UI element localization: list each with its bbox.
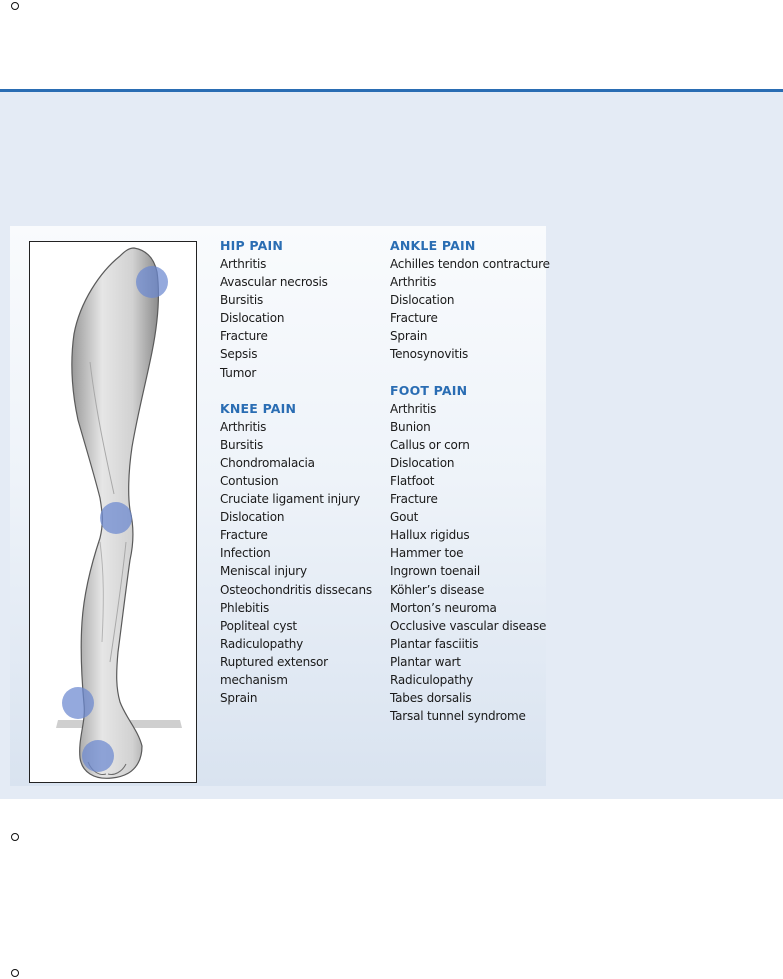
condition-item: Fracture — [220, 329, 268, 344]
left-column — [220, 237, 372, 725]
condition-item: Contusion — [220, 473, 279, 488]
condition-item: Sepsis — [220, 347, 258, 362]
condition-item: Fracture — [390, 492, 438, 507]
condition-item: Arthritis — [390, 401, 437, 416]
condition-item: Köhler’s disease — [390, 582, 485, 597]
hip-pain-marker — [136, 266, 168, 298]
condition-item: mechanism — [220, 672, 288, 687]
condition-item: Morton’s neuroma — [390, 600, 497, 615]
condition-item: Sprain — [220, 691, 258, 706]
condition-item: Tumor — [220, 365, 257, 380]
condition-item: Hallux rigidus — [390, 528, 470, 543]
hip-pain-heading: HIP PAIN — [220, 238, 284, 253]
condition-item: Dislocation — [390, 455, 455, 470]
condition-item: Cruciate ligament injury — [220, 492, 361, 507]
condition-item: Plantar wart — [390, 654, 461, 669]
condition-item: Dislocation — [220, 311, 285, 326]
condition-list — [390, 400, 550, 726]
condition-item: Bursitis — [220, 437, 264, 452]
condition-item: Fracture — [220, 528, 268, 543]
condition-item: Phlebitis — [220, 600, 270, 615]
foot-pain-section — [390, 382, 550, 726]
leg-pain-figure — [10, 226, 550, 786]
condition-item: Tarsal tunnel syndrome — [390, 709, 526, 724]
condition-list — [390, 255, 550, 364]
condition-item: Hammer toe — [390, 546, 464, 561]
list-bullet — [11, 833, 19, 841]
ankle-pain-marker — [62, 687, 94, 719]
condition-item: Dislocation — [390, 293, 455, 308]
list-bullet — [11, 969, 19, 977]
foot-pain-heading: FOOT PAIN — [390, 382, 468, 398]
condition-item: Infection — [220, 546, 271, 561]
condition-item: Fracture — [390, 311, 438, 326]
condition-item: Callus or corn — [390, 437, 470, 452]
condition-list — [220, 418, 372, 708]
condition-list — [220, 255, 372, 382]
condition-item: Arthritis — [220, 257, 267, 271]
condition-item: Arthritis — [390, 275, 437, 290]
condition-item: Tenosynovitis — [390, 347, 469, 362]
knee-pain-heading: KNEE PAIN — [220, 400, 297, 416]
condition-item: Gout — [390, 510, 419, 525]
condition-item: Arthritis — [220, 419, 267, 434]
condition-item: Tabes dorsalis — [390, 691, 472, 706]
condition-item: Bunion — [390, 419, 431, 434]
condition-item: Meniscal injury — [220, 564, 307, 579]
leg-illustration-frame — [29, 241, 197, 783]
condition-item: Plantar fasciitis — [390, 636, 479, 651]
condition-item: Popliteal cyst — [220, 618, 297, 633]
list-bullet — [11, 2, 19, 10]
condition-item: Osteochondritis dissecans — [220, 582, 372, 597]
knee-pain-marker — [100, 502, 132, 534]
hip-pain-section — [220, 237, 372, 382]
condition-item: Chondromalacia — [220, 455, 315, 470]
ankle-pain-heading: ANKLE PAIN — [390, 238, 476, 253]
condition-item: Flatfoot — [390, 473, 435, 488]
condition-item: Radiculopathy — [220, 636, 304, 651]
condition-item: Dislocation — [220, 510, 285, 525]
condition-item: Ingrown toenail — [390, 564, 481, 579]
condition-item: Bursitis — [220, 293, 264, 308]
leg-illustration — [30, 242, 196, 782]
condition-item: Radiculopathy — [390, 672, 474, 687]
ankle-pain-section — [390, 237, 550, 364]
foot-pain-marker — [82, 740, 114, 772]
right-column — [390, 237, 550, 743]
condition-item: Ruptured extensor — [220, 654, 328, 669]
knee-pain-section — [220, 400, 372, 708]
condition-item: Sprain — [390, 329, 428, 344]
condition-item: Avascular necrosis — [220, 275, 328, 290]
condition-item: Achilles tendon contracture — [390, 257, 550, 271]
condition-item: Occlusive vascular disease — [390, 618, 547, 633]
